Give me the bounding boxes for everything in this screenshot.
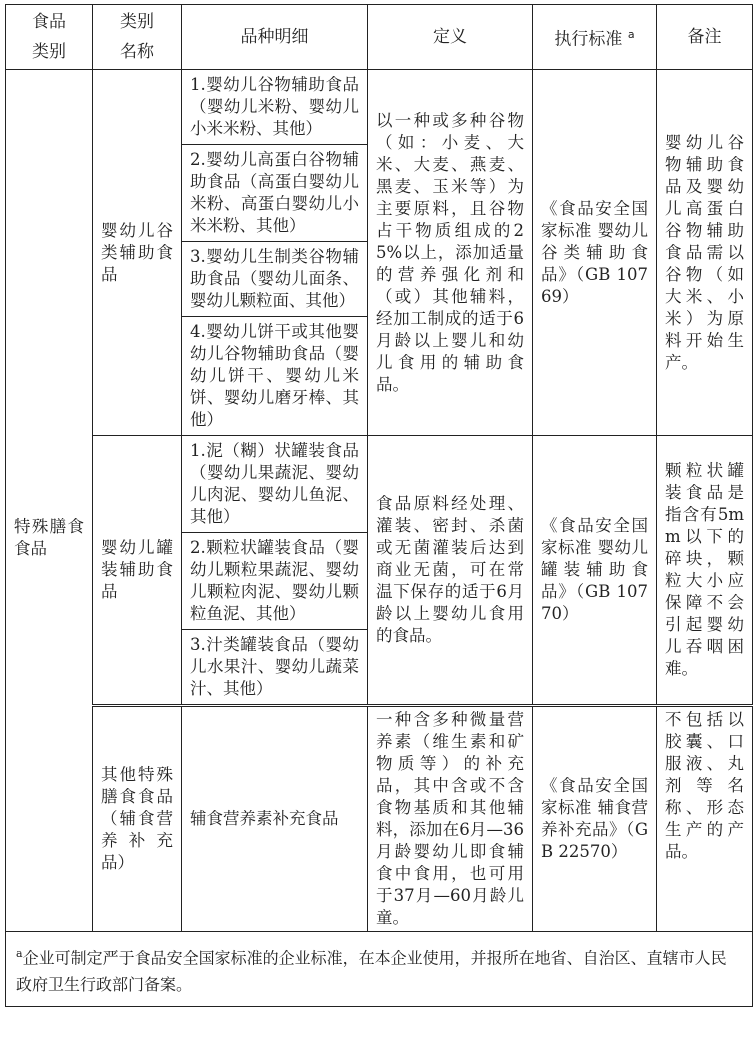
definition-cell: 食品原料经处理、灌装、密封、杀菌或无菌灌装后达到商业无菌，可在常温下保存的适于6月龄以上婴幼儿食用的食品。 (368, 436, 533, 706)
variety-item: 1.婴幼儿谷物辅助食品（婴幼儿米粉、婴幼儿小米米粉、其他） (182, 70, 368, 145)
variety-item: 1.泥（糊）状罐装食品（婴幼儿果蔬泥、婴幼儿肉泥、婴幼儿鱼泥、其他） (182, 436, 368, 533)
standard-cell: 《食品安全国家标准 婴幼儿谷类辅助食品》（GB 10769） (533, 70, 657, 436)
variety-item: 2.颗粒状罐装食品（婴幼儿颗粒果蔬泥、婴幼儿颗粒肉泥、婴幼儿颗粒鱼泥、其他） (182, 533, 368, 630)
table-row (6, 70, 753, 145)
standard-cell: 《食品安全国家标准 辅食营养补充品》（GB 22570） (533, 706, 657, 932)
definition-cell: 一种含多种微量营养素（维生素和矿物质等）的补充品，其中含或不含食物基质和其他辅料，添加在6月—36月龄婴幼儿即食辅食中食用，也可用于37月—60月龄儿童。 (368, 706, 533, 932)
variety-item: 4.婴幼儿饼干或其他婴幼儿谷物辅助食品（婴幼儿饼干、婴幼儿米饼、婴幼儿磨牙棒、其他） (182, 317, 368, 436)
standard-cell: 《食品安全国家标准 婴幼儿罐装辅助食品》（GB 10770） (533, 436, 657, 706)
definition-cell: 以一种或多种谷物（如：小麦、大米、大麦、燕麦、黑麦、玉米等）为主要原料，且谷物占干物质组成的25%以上，添加适量的营养强化剂和（或）其他辅料，经加工制成的适于6月龄以上婴儿和幼儿食用的辅助食品。 (368, 70, 533, 436)
variety-item: 2.婴幼儿高蛋白谷物辅助食品（高蛋白婴幼儿米粉、高蛋白婴幼儿小米米粉、其他） (182, 145, 368, 242)
variety-item: 辅食营养素补充食品 (182, 706, 368, 932)
header-food-category: 食品类别 (6, 5, 93, 70)
header-standard: 执行标准 $^a$ (533, 5, 657, 70)
table-row (6, 706, 753, 932)
footnote-row (6, 932, 753, 1007)
header-variety: 品种明细 (182, 5, 368, 70)
header-category-name: 类别名称 (93, 5, 182, 70)
header-definition: 定义 (368, 5, 533, 70)
variety-item: 3.婴幼儿生制类谷物辅助食品（婴幼儿面条、婴幼儿颗粒面、其他） (182, 242, 368, 317)
footnote: $^a$企业可制定严于食品安全国家标准的企业标准，在本企业使用，并报所在地省、自治区、直辖市人民政府卫生行政部门备案。 (6, 932, 753, 1007)
header-remarks: 备注 (657, 5, 753, 70)
table-row (6, 436, 753, 533)
variety-item: 3.汁类罐装食品（婴幼儿水果汁、婴幼儿蔬菜汁、其他） (182, 630, 368, 706)
category-name-cell: 其他特殊膳食食品（辅食营养补充品） (93, 706, 182, 932)
remarks-cell: 不包括以胶囊、口服液、丸剂等名称、形态生产的产品。 (657, 706, 753, 932)
category-name-cell: 婴幼儿谷类辅助食品 (93, 70, 182, 436)
food-category-cell: 特殊膳食食品 (6, 70, 93, 932)
category-name-cell: 婴幼儿罐装辅助食品 (93, 436, 182, 706)
food-category-table (5, 4, 753, 1007)
remarks-cell: 颗粒状罐装食品是指含有5mm以下的碎块，颗粒大小应保障不会引起婴幼儿吞咽困难。 (657, 436, 753, 706)
remarks-cell: 婴幼儿谷物辅助食品及婴幼儿高蛋白谷物辅助食品需以谷物（如大米、小米）为原料开始生产。 (657, 70, 753, 436)
header-row (6, 5, 753, 70)
